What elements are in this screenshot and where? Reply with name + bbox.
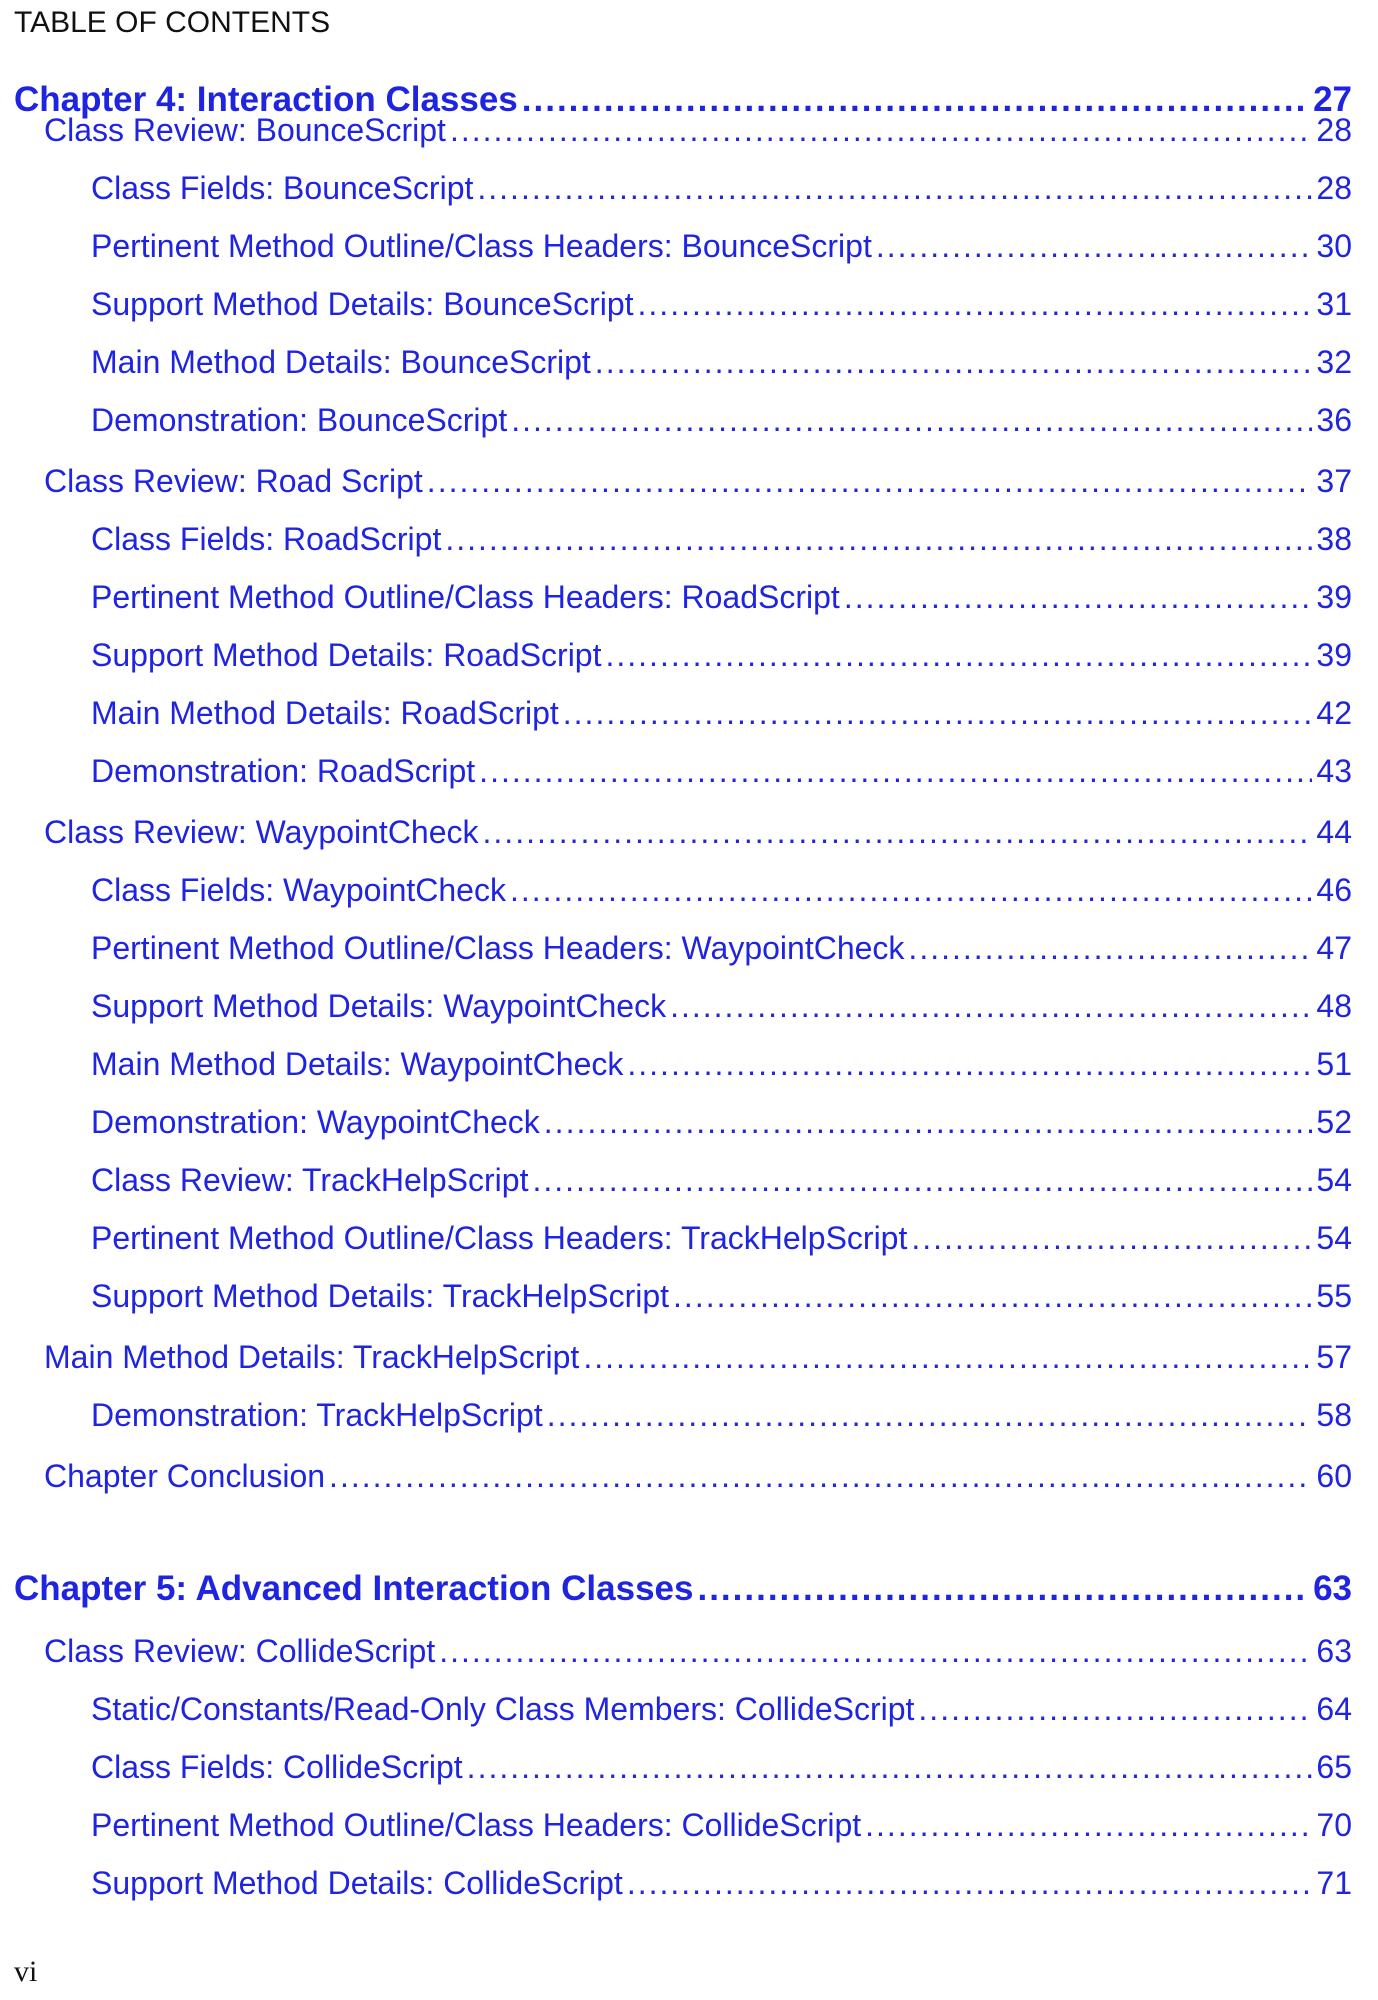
toc-entry-page: 71 — [1316, 1865, 1352, 1901]
toc-entry-page: 42 — [1316, 695, 1352, 731]
toc-entry-chapter-5[interactable] — [14, 1569, 1352, 1613]
toc-entry-title: Main Method Details: RoadScript — [91, 695, 559, 731]
toc-entry[interactable] — [91, 753, 1352, 797]
dot-leader — [544, 1104, 1313, 1141]
dot-leader — [467, 1749, 1313, 1786]
toc-entry-title: Class Fields: BounceScript — [91, 170, 474, 206]
dot-leader — [563, 695, 1313, 732]
toc-entry-page: 46 — [1316, 872, 1352, 908]
toc-entry[interactable] — [91, 1104, 1352, 1148]
toc-entry-page: 39 — [1316, 579, 1352, 615]
toc-entry-title: Demonstration: WaypointCheck — [91, 1104, 540, 1140]
toc-entry-page: 27 — [1313, 80, 1352, 119]
toc-entry-page: 51 — [1316, 1046, 1352, 1082]
toc-entry[interactable] — [91, 402, 1352, 446]
dot-leader — [627, 1865, 1313, 1902]
toc-entry-title: Class Review: Road Script — [44, 463, 423, 499]
dot-leader — [605, 637, 1312, 674]
dot-leader — [511, 402, 1312, 439]
dot-leader — [532, 1162, 1312, 1199]
toc-entry-title: Pertinent Method Outline/Class Headers: CollideScript — [91, 1807, 862, 1843]
toc-entry[interactable] — [91, 521, 1352, 565]
toc-entry-page: 30 — [1316, 228, 1352, 264]
dot-leader — [427, 463, 1313, 500]
toc-entry[interactable] — [91, 1865, 1352, 1909]
dot-leader — [483, 814, 1313, 851]
running-header: TABLE OF CONTENTS — [14, 6, 331, 39]
toc-entry-title: Chapter Conclusion — [44, 1458, 326, 1494]
dot-leader — [670, 988, 1312, 1025]
dot-leader — [477, 170, 1312, 207]
toc-entry-page: 63 — [1316, 1633, 1352, 1669]
toc-entry-page: 48 — [1316, 988, 1352, 1024]
dot-leader — [595, 344, 1313, 381]
toc-entry-page: 52 — [1316, 1104, 1352, 1140]
toc-entry-title: Demonstration: TrackHelpScript — [91, 1397, 543, 1433]
dot-leader — [673, 1278, 1312, 1315]
toc-entry-title: Support Method Details: BounceScript — [91, 286, 634, 322]
toc-entry[interactable] — [91, 872, 1352, 916]
toc-entry[interactable] — [91, 988, 1352, 1032]
toc-entry-page: 43 — [1316, 753, 1352, 789]
toc-entry-title: Static/Constants/Read-Only Class Members: CollideScript — [91, 1691, 915, 1727]
toc-entry-title: Main Method Details: TrackHelpScript — [44, 1339, 580, 1375]
toc-entry[interactable] — [91, 1749, 1352, 1793]
toc-entry-title: Class Review: CollideScript — [44, 1633, 436, 1669]
toc-entry-title: Pertinent Method Outline/Class Headers: BounceScript — [91, 228, 872, 264]
dot-leader — [479, 753, 1312, 790]
toc-entry-page: 57 — [1316, 1339, 1352, 1375]
toc-entry-title: Pertinent Method Outline/Class Headers: TrackHelpScript — [91, 1220, 908, 1256]
toc-entry-page: 64 — [1316, 1691, 1352, 1727]
dot-leader — [911, 1220, 1312, 1257]
toc-entry[interactable] — [91, 1397, 1352, 1441]
toc-entry-page: 39 — [1316, 637, 1352, 673]
toc-entry-title: Main Method Details: BounceScript — [91, 344, 591, 380]
toc-entry-title: Main Method Details: WaypointCheck — [91, 1046, 624, 1082]
dot-leader — [908, 930, 1312, 967]
dot-leader — [638, 286, 1313, 323]
dot-leader — [844, 579, 1313, 616]
toc-entry-page: 70 — [1316, 1807, 1352, 1843]
toc-entry-title: Class Review: WaypointCheck — [44, 814, 479, 850]
toc-entry-page: 55 — [1316, 1278, 1352, 1314]
toc-entry[interactable] — [91, 170, 1352, 214]
toc-entry-page: 36 — [1316, 402, 1352, 438]
toc-entry-page: 28 — [1316, 170, 1352, 206]
toc-entry-title: Support Method Details: CollideScript — [91, 1865, 623, 1901]
toc-entry[interactable] — [44, 112, 1352, 156]
toc-entry[interactable] — [91, 1162, 1352, 1206]
toc-entry-page: 31 — [1316, 286, 1352, 322]
toc-entry-title: Demonstration: BounceScript — [91, 402, 508, 438]
toc-entry-page: 32 — [1316, 344, 1352, 380]
toc-entry-page: 54 — [1316, 1220, 1352, 1256]
toc-entry[interactable] — [91, 228, 1352, 272]
dot-leader — [865, 1807, 1312, 1844]
toc-entry-title: Pertinent Method Outline/Class Headers: RoadScript — [91, 579, 840, 615]
toc-entry[interactable] — [91, 1220, 1352, 1264]
toc-entry[interactable] — [44, 1458, 1352, 1502]
toc-entry-page: 58 — [1316, 1397, 1352, 1433]
toc-entry[interactable] — [91, 1691, 1352, 1735]
toc-entry-page: 60 — [1316, 1458, 1352, 1494]
toc-entry[interactable] — [44, 1633, 1352, 1677]
toc-entry-title: Class Fields: WaypointCheck — [91, 872, 506, 908]
dot-leader — [583, 1339, 1312, 1376]
toc-entry-page: 38 — [1316, 521, 1352, 557]
toc-entry-title: Support Method Details: TrackHelpScript — [91, 1278, 670, 1314]
toc-entry[interactable] — [44, 814, 1352, 858]
toc-entry-page: 44 — [1316, 814, 1352, 850]
toc-entry-page: 28 — [1316, 112, 1352, 148]
toc-entry[interactable] — [91, 344, 1352, 388]
dot-leader — [627, 1046, 1312, 1083]
toc-entry[interactable] — [91, 930, 1352, 974]
dot-leader — [329, 1458, 1312, 1495]
dot-leader — [450, 112, 1312, 149]
toc-entry-page: 65 — [1316, 1749, 1352, 1785]
toc-entry[interactable] — [91, 637, 1352, 681]
dot-leader — [918, 1691, 1312, 1728]
dot-leader — [547, 1397, 1313, 1434]
page-number: vi — [14, 1955, 38, 1988]
toc-entry-title: Demonstration: RoadScript — [91, 753, 476, 789]
toc-entry-page: 47 — [1316, 930, 1352, 966]
toc-entry[interactable] — [91, 1807, 1352, 1851]
toc-entry-title: Pertinent Method Outline/Class Headers: WaypointCheck — [91, 930, 905, 966]
toc-entry-page: 37 — [1316, 463, 1352, 499]
toc-entry-title: Chapter 4: Interaction Classes — [14, 80, 518, 119]
toc-entry[interactable] — [44, 1339, 1352, 1383]
dot-leader — [510, 872, 1312, 909]
toc-entry-title: Class Review: TrackHelpScript — [91, 1162, 529, 1198]
toc-entry-title: Support Method Details: WaypointCheck — [91, 988, 667, 1024]
dot-leader — [439, 1633, 1312, 1670]
toc-entry-page: 54 — [1316, 1162, 1352, 1198]
dot-leader — [876, 228, 1313, 265]
toc-entry-title: Class Review: BounceScript — [44, 112, 446, 148]
toc-entry-page: 63 — [1313, 1569, 1352, 1608]
toc-entry-title: Support Method Details: RoadScript — [91, 637, 602, 673]
dot-leader — [697, 1569, 1309, 1609]
toc-entry[interactable] — [91, 695, 1352, 739]
toc-entry-title: Class Fields: CollideScript — [91, 1749, 463, 1785]
toc-entry[interactable] — [91, 286, 1352, 330]
toc-entry[interactable] — [91, 1278, 1352, 1322]
dot-leader — [445, 521, 1312, 558]
toc-entry-title: Class Fields: RoadScript — [91, 521, 442, 557]
toc-entry[interactable] — [91, 579, 1352, 623]
toc-entry[interactable] — [44, 463, 1352, 507]
toc-entry[interactable] — [91, 1046, 1352, 1090]
toc-entry-title: Chapter 5: Advanced Interaction Classes — [14, 1569, 694, 1608]
